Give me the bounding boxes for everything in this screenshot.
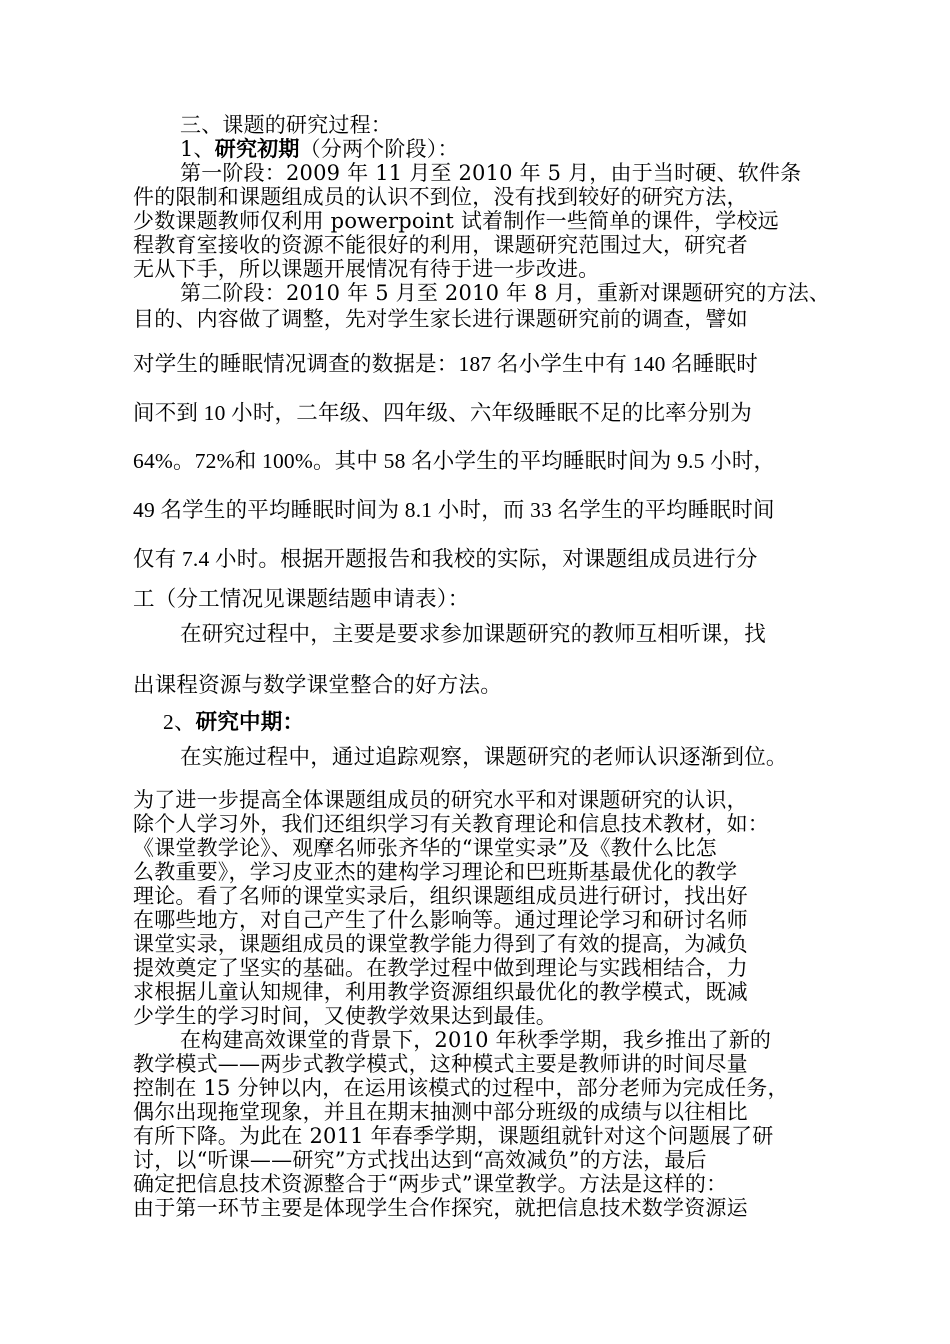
stage-1-heading bbox=[180, 137, 459, 161]
phase-1-line: 少数课题教师仅利用 powerpoint 试着制作一些简单的课件，学校远 bbox=[133, 209, 779, 233]
listening-line: 出课程资源与数学课堂整合的好方法。 bbox=[133, 673, 502, 697]
stage-1-title: 研究初期 bbox=[214, 136, 300, 161]
phase-2-line: 间不到 10 小时，二年级、四年级、六年级睡眠不足的比率分别为 bbox=[133, 401, 752, 425]
mid-stage-line: 少学生的学习时间，又使教学效果达到最佳。 bbox=[133, 1004, 557, 1028]
mid-stage-line: 除个人学习外，我们还组织学习有关教育理论和信息技术教材，如： bbox=[133, 812, 769, 836]
mid-stage-line: 《课堂教学论》、观摩名师张齐华的“课堂实录”及《教什么比怎 bbox=[133, 836, 717, 860]
phase-1-line: 第一阶段：2009 年 11 月至 2010 年 5 月，由于当时硬、软件条 bbox=[180, 161, 802, 185]
mid-stage-line: 理论。看了名师的课堂实录后，组织课题组成员进行研讨，找出好 bbox=[133, 884, 748, 908]
model-line: 讨，以“听课——研究”方式找出达到“高效减负”的方法，最后 bbox=[133, 1148, 707, 1172]
phase-2-line: 目的、内容做了调整，先对学生家长进行课题研究前的调查，譬如 bbox=[133, 307, 748, 331]
mid-stage-line: 在实施过程中，通过追踪观察，课题研究的老师认识逐渐到位。 bbox=[180, 745, 788, 769]
model-line: 控制在 15 分钟以内，在运用该模式的过程中，部分老师为完成任务， bbox=[133, 1076, 789, 1100]
stage-2-prefix: 2、 bbox=[163, 710, 196, 734]
phase-1-line: 程教育室接收的资源不能很好的利用，课题研究范围过大，研究者 bbox=[133, 233, 748, 257]
phase-2-line: 仅有 7.4 小时。根据开题报告和我校的实际，对课题组成员进行分 bbox=[133, 547, 758, 571]
model-line: 确定把信息技术资源整合于“两步式”课堂教学。方法是这样的： bbox=[133, 1172, 728, 1196]
mid-stage-line: 在哪些地方，对自己产生了什么影响等。通过理论学习和研讨名师 bbox=[133, 908, 748, 932]
mid-stage-line: 求根据儿童认知规律，利用教学资源组织最优化的教学模式，既减 bbox=[133, 980, 748, 1004]
phase-2-line: 对学生的睡眠情况调查的数据是：187 名小学生中有 140 名睡眠时 bbox=[133, 352, 758, 376]
model-line: 偶尔出现拖堂现象，并且在期末抽测中部分班级的成绩与以往相比 bbox=[133, 1100, 748, 1124]
model-line: 教学模式——两步式教学模式，这种模式主要是教师讲的时间尽量 bbox=[133, 1052, 748, 1076]
phase-2-line: 第二阶段：2010 年 5 月至 2010 年 8 月，重新对课题研究的方法、 bbox=[180, 281, 831, 305]
stage-1-suffix: （分两个阶段）： bbox=[299, 137, 459, 161]
stage-2-title: 研究中期： bbox=[195, 710, 305, 734]
stage-2-heading bbox=[163, 708, 304, 736]
phase-1-line: 无从下手，所以课题开展情况有待于进一步改进。 bbox=[133, 257, 600, 281]
mid-stage-line: 么教重要》，学习皮亚杰的建构学习理论和巴班斯基最优化的教学 bbox=[133, 860, 738, 884]
phase-2-line: 64%。72%和 100%。其中 58 名小学生的平均睡眠时间为 9.5 小时， bbox=[133, 449, 776, 473]
mid-stage-line: 课堂实录，课题组成员的课堂教学能力得到了有效的提高，为减负 bbox=[133, 932, 748, 956]
phase-2-line: 49 名学生的平均睡眠时间为 8.1 小时，而 33 名学生的平均睡眠时间 bbox=[133, 498, 775, 522]
model-line: 由于第一环节主要是体现学生合作探究，就把信息技术数学资源运 bbox=[133, 1196, 748, 1220]
stage-1-prefix: 1、 bbox=[180, 137, 215, 161]
phase-1-line: 件的限制和课题组成员的认识不到位，没有找到较好的研究方法， bbox=[133, 185, 748, 209]
model-line: 有所下降。为此在 2011 年春季学期，课题组就针对这个问题展了研 bbox=[133, 1124, 774, 1148]
section-heading: 三、课题的研究过程： bbox=[180, 113, 392, 137]
listening-line: 在研究过程中，主要是要求参加课题研究的教师互相听课，找 bbox=[180, 622, 766, 646]
mid-stage-line: 为了进一步提高全体课题组成员的研究水平和对课题研究的认识， bbox=[133, 788, 748, 812]
mid-stage-line: 提效奠定了坚实的基础。在教学过程中做到理论与实践相结合，力 bbox=[133, 956, 748, 980]
model-line: 在构建高效课堂的背景下，2010 年秋季学期，我乡推出了新的 bbox=[180, 1028, 772, 1052]
phase-2-line: 工（分工情况见课题结题申请表）： bbox=[133, 587, 470, 611]
